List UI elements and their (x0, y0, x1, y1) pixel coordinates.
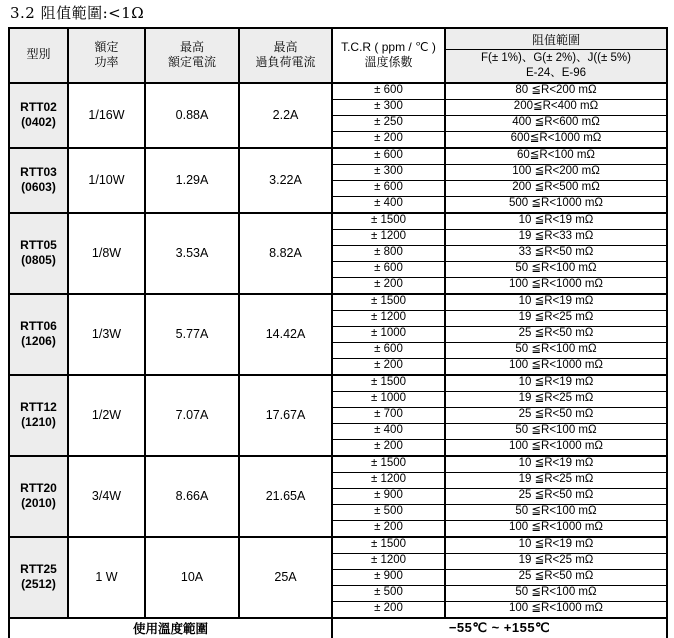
max-overload-current-cell-text: 8.82A (269, 245, 302, 260)
tcr-value-cell: ± 200 (332, 277, 445, 294)
max-rated-current-cell (145, 537, 239, 618)
resistance-range-cell: 100 ≦R<1000 mΩ (445, 601, 667, 618)
resistance-range-cell: 10 ≦R<19 mΩ (445, 456, 667, 473)
max-rated-current-cell (145, 294, 239, 375)
tcr-value-cell: ± 600 (332, 148, 445, 165)
tcr-value-cell: ± 200 (332, 131, 445, 148)
tcr-value-cell: ± 250 (332, 115, 445, 131)
resistance-range-cell: 50 ≦R<100 mΩ (445, 504, 667, 520)
rated-power-cell-text: 1/3W (91, 326, 122, 341)
resistance-range-cell: 100 ≦R<1000 mΩ (445, 277, 667, 294)
resistance-range-cell: 100 ≦R<1000 mΩ (445, 520, 667, 537)
rated-power-cell (68, 148, 145, 213)
tcr-value-cell: ± 600 (332, 342, 445, 358)
model-cell (9, 294, 68, 375)
col-header-range-title: 阻值範圍 (445, 28, 667, 50)
model-cell-text: RTT12 (20, 400, 57, 414)
page-title: 3.2 阻值範圍:<1Ω (10, 4, 145, 22)
tcr-value-cell: ± 1500 (332, 456, 445, 473)
resistance-range-cell: 50 ≦R<100 mΩ (445, 423, 667, 439)
tcr-value-cell: ± 500 (332, 504, 445, 520)
rated-power-line2: 功率 (94, 55, 119, 70)
table-footer (9, 618, 667, 638)
col-header-max-overload-current (239, 28, 332, 83)
resistance-range-cell: 10 ≦R<19 mΩ (445, 375, 667, 392)
resistance-range-cell: 19 ≦R<33 mΩ (445, 229, 667, 245)
resistance-range-cell: 19 ≦R<25 mΩ (445, 553, 667, 569)
resistance-range-cell: 60≦R<100 mΩ (445, 148, 667, 165)
model-cell-text: (2512) (21, 577, 56, 591)
model-cell-text: (0603) (21, 180, 56, 194)
max-rated-current-cell (145, 148, 239, 213)
model-cell-text: (1206) (21, 334, 56, 348)
model-cell-text: RTT06 (20, 319, 57, 333)
tcr-value-cell: ± 1200 (332, 229, 445, 245)
tcr-value-cell: ± 600 (332, 261, 445, 277)
col-header-rated-power (68, 28, 145, 83)
resistance-range-cell: 400 ≦R<600 mΩ (445, 115, 667, 131)
tcr-value-cell: ± 1500 (332, 537, 445, 554)
operating-temperature-value: −55℃ ~ +155℃ (332, 618, 667, 638)
max-rated-current-cell-text: 7.07A (175, 407, 209, 422)
max-overload-current-line1: 最高 (273, 39, 298, 54)
max-overload-current-cell (239, 83, 332, 148)
col-header-type-label: 型別 (26, 47, 51, 62)
resistance-range-cell: 19 ≦R<25 mΩ (445, 391, 667, 407)
resistance-range-cell: 25 ≦R<50 mΩ (445, 569, 667, 585)
resistance-range-table (8, 27, 668, 638)
max-overload-current-cell (239, 456, 332, 537)
model-cell (9, 148, 68, 213)
resistance-range-cell: 19 ≦R<25 mΩ (445, 472, 667, 488)
tcr-value-cell: ± 1500 (332, 213, 445, 230)
max-rated-current-line2: 額定電流 (167, 55, 216, 70)
col-header-range-tolerance (445, 50, 667, 83)
resistance-range-cell: 80 ≦R<200 mΩ (445, 83, 667, 100)
operating-temperature-label: 使用溫度範圍 (9, 618, 332, 638)
tcr-value-cell: ± 200 (332, 439, 445, 456)
max-overload-current-cell-text: 25A (274, 569, 297, 584)
model-cell (9, 213, 68, 294)
tcr-row (9, 537, 667, 554)
rated-power-cell (68, 537, 145, 618)
tcr-value-cell: ± 600 (332, 83, 445, 100)
resistance-range-cell: 50 ≦R<100 mΩ (445, 342, 667, 358)
range-tolerance-line1: F(± 1%)、G(± 2%)、J((± 5%) (481, 51, 631, 64)
tcr-value-cell: ± 900 (332, 569, 445, 585)
rated-power-cell-text: 1/2W (91, 407, 122, 422)
max-rated-current-cell (145, 456, 239, 537)
rated-power-cell-text: 1/8W (91, 245, 122, 260)
tcr-value-cell: ± 1500 (332, 375, 445, 392)
resistance-range-cell: 100 ≦R<1000 mΩ (445, 358, 667, 375)
max-overload-current-cell (239, 375, 332, 456)
tcr-row (9, 456, 667, 473)
rated-power-cell-text: 3/4W (91, 488, 122, 503)
tcr-line2: 溫度係數 (364, 55, 413, 70)
tcr-row (9, 375, 667, 392)
max-rated-current-cell-text: 1.29A (175, 172, 209, 187)
tcr-value-cell: ± 500 (332, 585, 445, 601)
max-rated-current-cell-text: 3.53A (175, 245, 209, 260)
model-cell-text: RTT02 (20, 100, 57, 114)
model-cell-text: RTT25 (20, 562, 57, 576)
max-rated-current-cell (145, 375, 239, 456)
max-overload-current-cell-text: 2.2A (272, 107, 299, 122)
model-cell-text: (0805) (21, 253, 56, 267)
model-cell-text: (0402) (21, 115, 56, 129)
max-overload-current-cell-text: 21.65A (265, 488, 306, 503)
resistance-range-cell: 600≦R<1000 mΩ (445, 131, 667, 148)
resistance-range-cell: 200 ≦R<500 mΩ (445, 180, 667, 196)
model-cell (9, 537, 68, 618)
rated-power-line1: 額定 (94, 39, 119, 54)
col-header-max-rated-current (145, 28, 239, 83)
tcr-line1: T.C.R ( ppm / ℃ ) (341, 39, 436, 54)
rated-power-cell-text: 1/16W (88, 107, 125, 122)
table-body (9, 83, 667, 618)
rated-power-cell (68, 83, 145, 148)
max-overload-current-cell-text: 17.67A (265, 407, 306, 422)
tcr-value-cell: ± 400 (332, 196, 445, 213)
rated-power-cell (68, 213, 145, 294)
tcr-value-cell: ± 1200 (332, 553, 445, 569)
table-header (9, 28, 667, 83)
rated-power-cell-text: 1/10W (88, 172, 125, 187)
tcr-value-cell: ± 1500 (332, 294, 445, 311)
max-rated-current-cell (145, 213, 239, 294)
tcr-row (9, 294, 667, 311)
rated-power-cell (68, 294, 145, 375)
max-rated-current-cell (145, 83, 239, 148)
rated-power-cell-text: 1 W (95, 569, 118, 584)
max-rated-current-cell-text: 5.77A (175, 326, 209, 341)
model-cell (9, 83, 68, 148)
tcr-value-cell: ± 1000 (332, 391, 445, 407)
tcr-row (9, 83, 667, 100)
resistance-range-cell: 100 ≦R<1000 mΩ (445, 439, 667, 456)
resistance-range-cell: 200≦R<400 mΩ (445, 99, 667, 115)
tcr-value-cell: ± 1000 (332, 326, 445, 342)
max-overload-current-cell-text: 3.22A (269, 172, 302, 187)
model-cell-text: RTT03 (20, 165, 57, 179)
col-header-tcr (332, 28, 445, 83)
rated-power-cell (68, 456, 145, 537)
tcr-value-cell: ± 400 (332, 423, 445, 439)
max-rated-current-line1: 最高 (179, 39, 204, 54)
col-header-type (9, 28, 68, 83)
resistance-range-cell: 25 ≦R<50 mΩ (445, 326, 667, 342)
max-rated-current-cell-text: 10A (180, 569, 204, 584)
resistance-range-cell: 10 ≦R<19 mΩ (445, 213, 667, 230)
max-overload-current-cell (239, 148, 332, 213)
tcr-value-cell: ± 1200 (332, 472, 445, 488)
tcr-value-cell: ± 300 (332, 164, 445, 180)
resistance-range-cell: 33 ≦R<50 mΩ (445, 245, 667, 261)
operating-temperature-row (9, 618, 667, 638)
model-cell (9, 375, 68, 456)
resistance-range-cell: 500 ≦R<1000 mΩ (445, 196, 667, 213)
tcr-value-cell: ± 200 (332, 520, 445, 537)
tcr-value-cell: ± 200 (332, 601, 445, 618)
max-overload-current-cell-text: 14.42A (265, 326, 306, 341)
max-overload-current-cell (239, 294, 332, 375)
model-cell-text: (1210) (21, 415, 56, 429)
model-cell-text: RTT20 (20, 481, 57, 495)
tcr-value-cell: ± 200 (332, 358, 445, 375)
max-overload-current-line2: 過負荷電流 (255, 55, 316, 70)
range-tolerance-line2: E-24、E-96 (525, 66, 587, 79)
resistance-range-cell: 10 ≦R<19 mΩ (445, 294, 667, 311)
tcr-value-cell: ± 900 (332, 488, 445, 504)
max-overload-current-cell (239, 537, 332, 618)
resistance-range-cell: 50 ≦R<100 mΩ (445, 261, 667, 277)
tcr-value-cell: ± 600 (332, 180, 445, 196)
tcr-value-cell: ± 800 (332, 245, 445, 261)
max-rated-current-cell-text: 0.88A (175, 107, 209, 122)
resistance-range-cell: 19 ≦R<25 mΩ (445, 310, 667, 326)
tcr-value-cell: ± 300 (332, 99, 445, 115)
max-overload-current-cell (239, 213, 332, 294)
tcr-value-cell: ± 1200 (332, 310, 445, 326)
tcr-value-cell: ± 700 (332, 407, 445, 423)
resistance-range-cell: 25 ≦R<50 mΩ (445, 407, 667, 423)
rated-power-cell (68, 375, 145, 456)
resistance-range-cell: 100 ≦R<200 mΩ (445, 164, 667, 180)
model-cell (9, 456, 68, 537)
tcr-row (9, 213, 667, 230)
resistance-range-cell: 50 ≦R<100 mΩ (445, 585, 667, 601)
tcr-row (9, 148, 667, 165)
model-cell-text: RTT05 (20, 238, 57, 252)
resistance-range-cell: 25 ≦R<50 mΩ (445, 488, 667, 504)
resistance-range-cell: 10 ≦R<19 mΩ (445, 537, 667, 554)
max-rated-current-cell-text: 8.66A (175, 488, 209, 503)
model-cell-text: (2010) (21, 496, 56, 510)
